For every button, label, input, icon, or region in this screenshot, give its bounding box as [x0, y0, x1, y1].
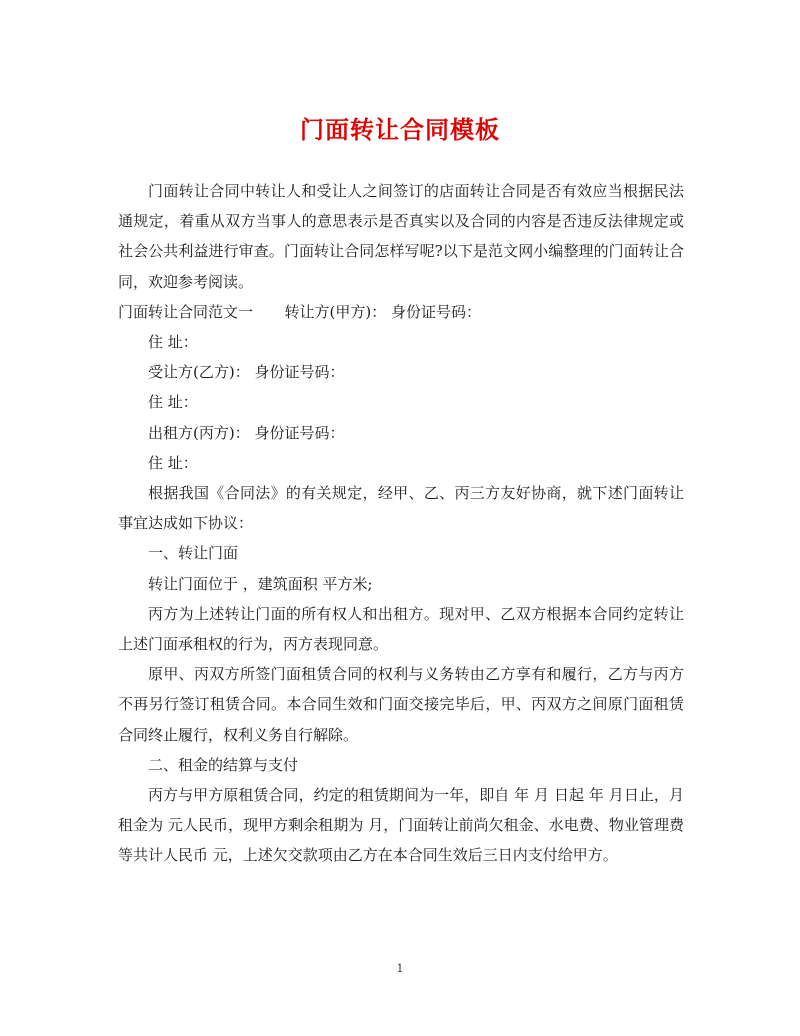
document-body [118, 176, 684, 871]
section-1-paragraph-3: 原甲、丙双方所签门面租赁合同的权利与义务转由乙方享有和履行，乙方与丙方不再另行签订租赁合同。本合同生效和门面交接完毕后，甲、丙双方之间原门面租赁合同终止履行，权利义务自行解除。 [118, 665, 684, 744]
section-2-heading: 二、租金的结算与支付 [148, 755, 299, 774]
document-title: 门面转让合同模板 [300, 116, 500, 144]
address-line-3: 住 址： [148, 453, 198, 472]
party-b-line: 受让方(乙方)： 身份证号码： [148, 363, 345, 382]
page-number: 1 [396, 962, 404, 975]
sample-heading-line [118, 297, 684, 327]
section-1-heading: 一、转让门面 [148, 544, 239, 563]
sample-heading: 门面转让合同范文一 [118, 302, 254, 321]
basis-paragraph: 根据我国《合同法》的有关规定，经甲、乙、丙三方友好协商，就下述门面转让事宜达成如下协议： [118, 484, 684, 533]
address-line-1: 住 址： [148, 333, 198, 352]
address-line-2: 住 址： [148, 393, 198, 412]
party-c-line: 出租方(丙方)： 身份证号码： [148, 423, 345, 442]
party-a-line: 转让方(甲方)： 身份证号码： [284, 302, 481, 321]
section-1-paragraph-1: 转让门面位于 ，建筑面积 平方米; [148, 574, 373, 593]
section-1-paragraph-2: 丙方为上述转让门面的所有权人和出租方。现对甲、乙双方根据本合同约定转让上述门面承租权的行为，丙方表现同意。 [118, 604, 684, 654]
intro-paragraph: 门面转让合同中转让人和受让人之间签订的店面转让合同是否有效应当根据民法通规定，着重从双方当事人的意思表示是否真实以及合同的内容是否违反法律规定或社会公共利益进行审查。门面转让合同怎样写呢?以下是范文网小编整理的门面转让合同，欢迎参考阅读。 [118, 182, 684, 291]
section-2-paragraph-1: 丙方与甲方原租赁合同，约定的租赁期间为一年，即自 年 月 日起 年 月日止，月租金为 元人民币，现甲方剩余租期为 月，门面转让前尚欠租金、水电费、物业管理费等共计人民币 元，上述欠交款项由乙方在本合同生效后三日内支付给甲方。 [118, 786, 684, 865]
